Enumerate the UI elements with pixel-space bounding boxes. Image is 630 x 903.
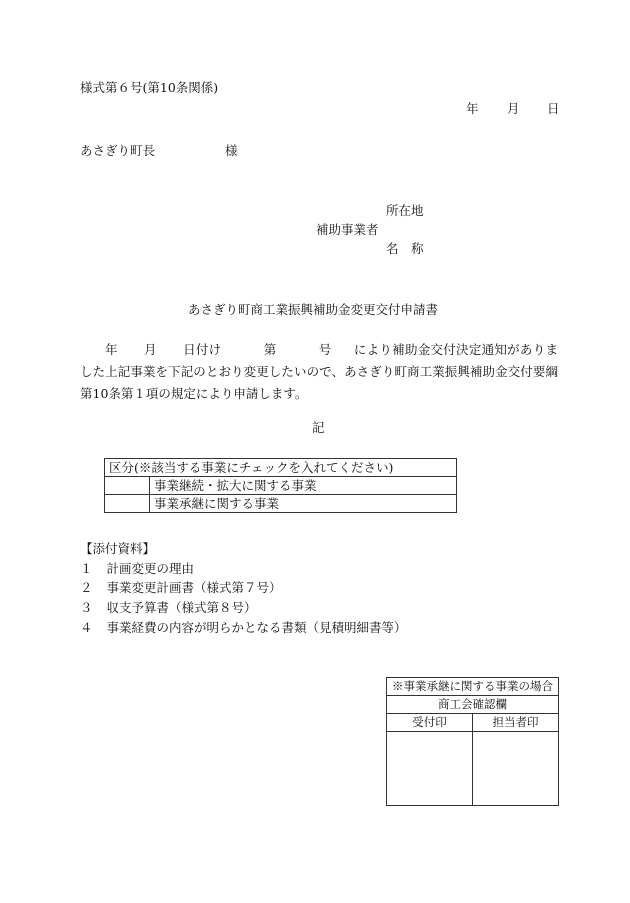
attachment-num: １ [80,561,93,576]
staff-stamp-label: 担当者印 [473,714,559,732]
receipt-stamp-label: 受付印 [387,714,473,732]
staff-stamp-area [473,732,559,806]
attachment-item [80,561,194,577]
body-dai: 第 [263,342,277,357]
attachment-text: 収支予算書（様式第８号） [106,600,257,615]
attachment-text: 事業経費の内容が明らかとなる書類（見積明細書等） [106,620,407,635]
category-checkbox-cell[interactable] [105,495,150,513]
category-header-row [105,459,457,477]
role-label: 補助事業者 [316,222,379,237]
body-go: 号 [318,342,332,357]
category-checkbox-cell[interactable] [105,477,150,495]
date-day: 日 [547,101,560,116]
body-dated: 日付け [182,342,222,357]
form-label: 様式第６号(第10条関係) [80,80,219,95]
category-row [105,495,457,513]
category-header: 区分(※該当する事業にチェックを入れてください) [105,459,457,477]
attachment-item [80,580,282,596]
addressee-honorific: 様 [225,143,238,158]
attachment-item [80,600,257,616]
addressee-name: あさぎり町長 [80,143,156,158]
confirmation-box [386,677,559,806]
category-label: 事業承継に関する事業 [150,495,457,513]
confirm-note: ※事業承継に関する事業の場合 [387,678,559,696]
date-month: 月 [507,101,520,116]
ki-heading: 記 [312,420,325,435]
document-title: あさぎり町商工業振興補助金変更交付申請書 [188,302,439,317]
body-text: により補助金交付決定通知がありました上記事業を下記のとおり変更したいので、あさぎり町商工業振興補助金交付要綱第10条第１項の規定により申請します。 [80,342,558,401]
address-label: 所在地 [386,203,424,218]
body-paragraph [80,339,558,405]
body-year: 年 [105,342,118,357]
attachment-text: 計画変更の理由 [106,561,195,576]
attachment-num: ４ [80,620,93,635]
confirm-title: 商工会確認欄 [387,696,559,714]
attachment-text: 事業変更計画書（様式第７号） [106,580,282,595]
date-year: 年 [466,101,479,116]
receipt-stamp-area [387,732,473,806]
category-table [104,458,457,513]
body-month: 月 [143,342,157,357]
attachment-item [80,620,407,636]
category-row [105,477,457,495]
attachment-num: ３ [80,600,93,615]
name-label: 名 称 [386,241,424,256]
attachments-heading: 【添付資料】 [80,541,156,556]
category-label: 事業継続・拡大に関する事業 [150,477,457,495]
attachment-num: ２ [80,580,93,595]
